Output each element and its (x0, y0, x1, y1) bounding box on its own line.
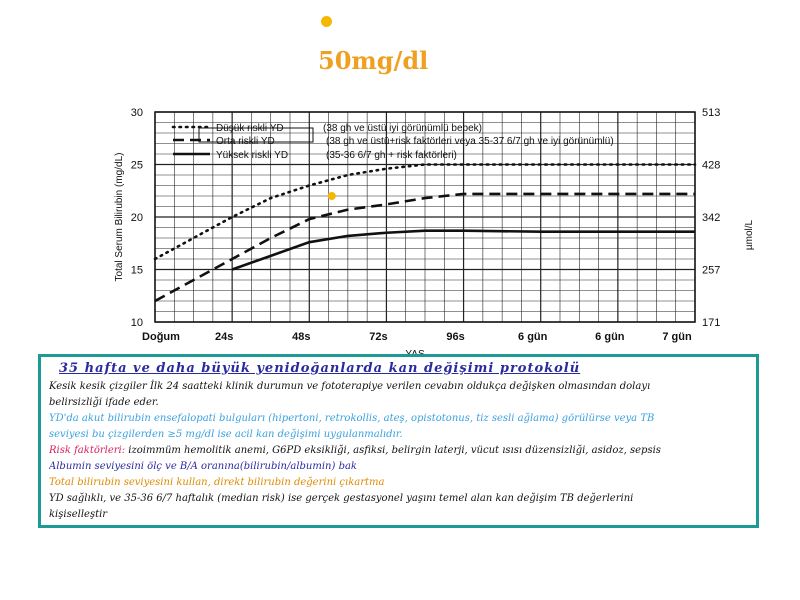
x-tick-label: 7 gün (662, 331, 692, 343)
panel-line-text: Total bilirubin seviyesini kullan, direkt bilirubin değerini çıkartma (49, 477, 385, 488)
y-tick-label-left: 15 (130, 264, 143, 277)
y-tick-label-left: 20 (130, 212, 143, 224)
x-tick-label: 24s (214, 331, 234, 343)
chart-legend (173, 123, 614, 161)
panel-line-text: YD sağlıklı, ve 35-36 6/7 haftalık (median risk) ise gerçek gestasyonel yaşını temel alan kan değişim TB değerlerini (49, 493, 634, 504)
y-tick-label-left: 30 (130, 107, 143, 119)
x-tick-label: 72s (369, 331, 388, 343)
panel-title: 35 hafta ve daha büyük yenidoğanlarda kan değişimi protokolü (59, 361, 581, 376)
panel-line (49, 475, 748, 491)
panel-line-text: belirsizliği ifade eder. (49, 397, 159, 408)
y-tick-label-left: 10 (130, 317, 143, 329)
legend-label: Düşük riskli YD (216, 123, 284, 134)
x-tick-label: 6 gün (595, 331, 625, 343)
page-title: 50mg/dl (318, 46, 429, 75)
x-tick-label: 96s (446, 331, 465, 343)
panel-line (49, 459, 748, 475)
y-tick-label-right: 342 (702, 212, 721, 224)
y-tick-label-right: 428 (702, 159, 721, 172)
y-tick-label-right: 513 (702, 107, 721, 119)
panel-line-lead: Risk faktörleri: (49, 445, 129, 456)
legend-label: Yüksek riskli YD (216, 150, 289, 161)
y-tick-label-left: 25 (130, 159, 143, 172)
x-tick-label: 48s (292, 331, 311, 343)
panel-line-text: Kesik kesik çizgiler İlk 24 saatteki klinik durumun ve fototerapiye verilen cevabın oldukça değişken olmasından dolayı (49, 381, 651, 392)
y-tick-label-right: 171 (702, 317, 721, 329)
legend-note: (38 gh ve üstü iyi görünümlü bebek) (323, 123, 482, 134)
protocol-panel (38, 354, 759, 528)
panel-line (49, 427, 748, 443)
panel-line-text: kişiselleştir (49, 509, 108, 520)
panel-line (49, 491, 748, 507)
y-axis-label-right: µmol/L (744, 219, 755, 251)
panel-line-text: seviyesi bu çizgilerden ≥5 mg/dl ise acil kan değişimi uygulanmalıdır. (49, 429, 403, 440)
panel-line-text: YD'da akut bilirubin ensefalopati bulguları (hipertoni, retrokollis, ateş, opistotonus, tiz sesli ağlama) görülürse veya TB (49, 413, 655, 424)
panel-line (49, 411, 748, 427)
y-axis-label-left: Total Serum Bilirubin (mg/dL) (114, 152, 125, 282)
legend-note: (38 gh ve üstü+risk faktörleri veya 35-37 6/7 gh ve iyi görünümlü) (326, 136, 614, 147)
legend-label: Orta riskli YD (216, 136, 275, 147)
panel-lines (49, 379, 748, 523)
highlight-marker (328, 192, 336, 200)
panel-line (49, 507, 748, 523)
panel-line-text: izoimmüm hemolitik anemi, G6PD eksikliği, asfiksi, belirgin laterji, vücut ısısı düzensizliği, asidoz, sepsis (128, 445, 661, 456)
panel-line (49, 379, 748, 395)
x-tick-label: 6 gün (518, 331, 548, 343)
panel-line (49, 395, 748, 411)
panel-line-text: Albumin seviyesini ölç ve B/A oranına(bilirubin/albumin) bak (49, 461, 357, 472)
panel-line (49, 443, 748, 459)
y-tick-label-right: 257 (702, 264, 721, 277)
legend-note: (35-36 6/7 gh + risk faktörleri) (326, 150, 457, 161)
x-tick-label: Doğum (142, 331, 180, 343)
